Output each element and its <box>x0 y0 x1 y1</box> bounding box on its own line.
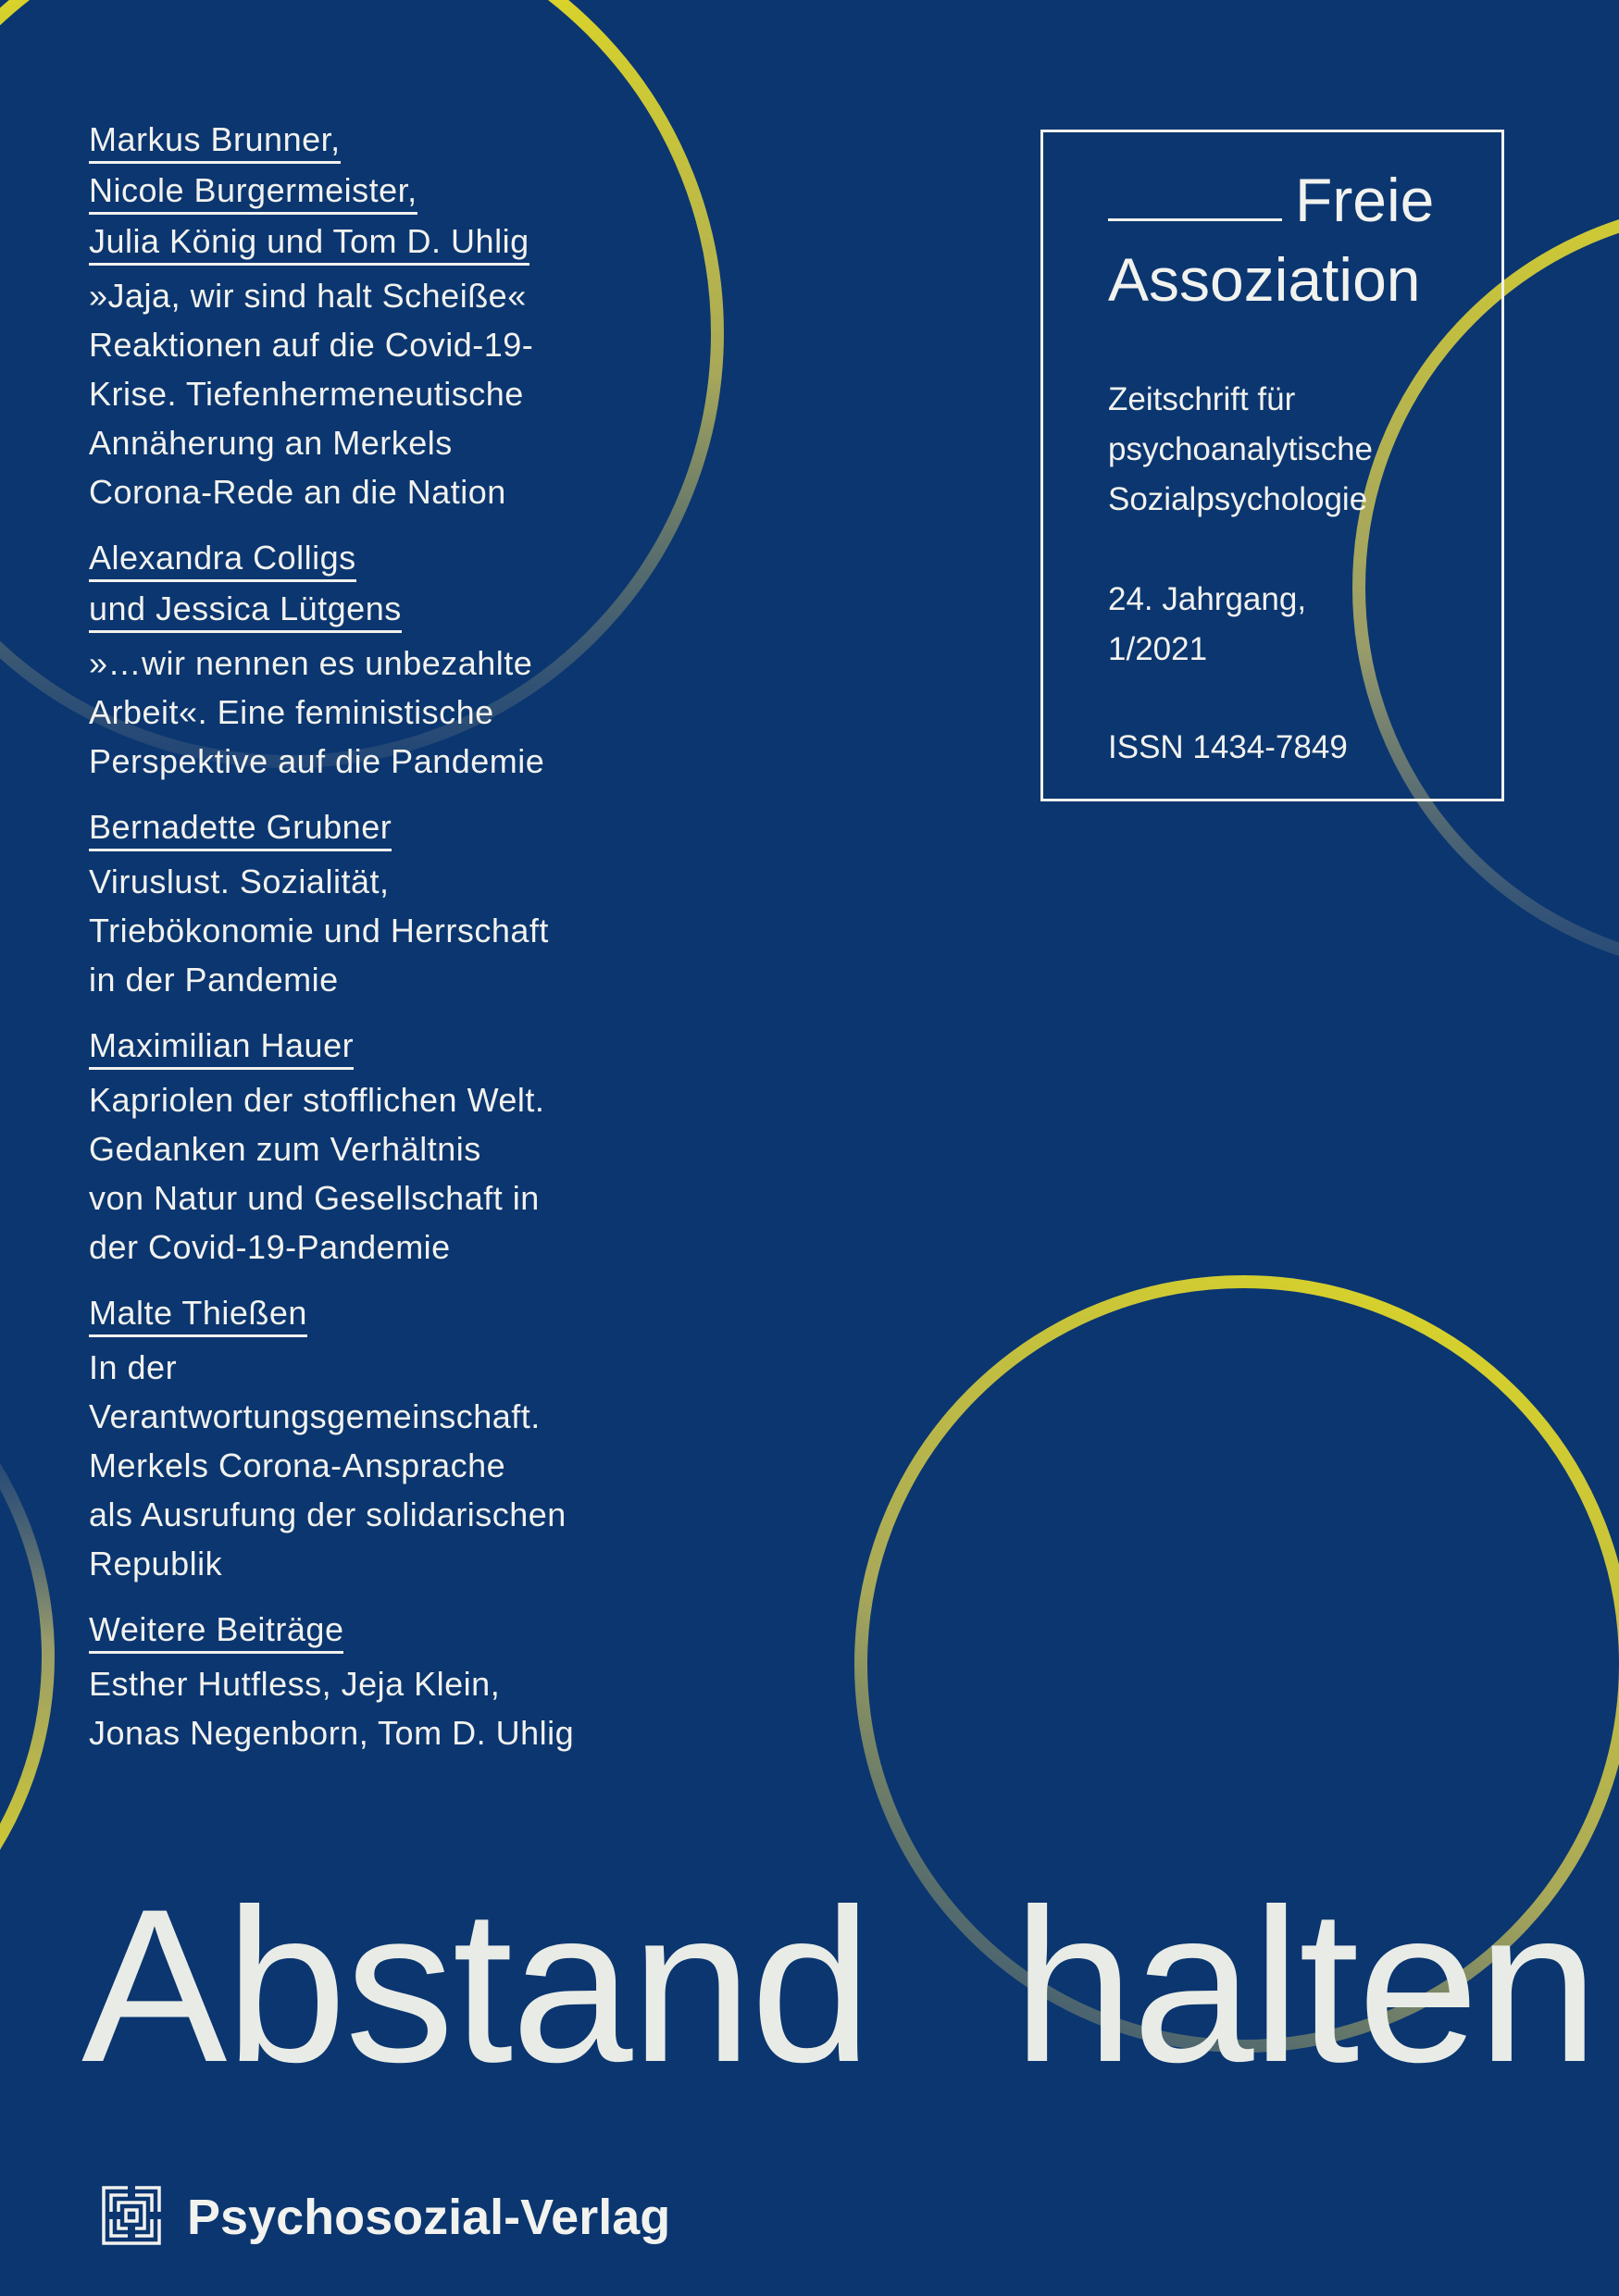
article-2 <box>89 537 663 786</box>
article-title-line: als Ausrufung der solidarischen <box>89 1496 567 1533</box>
article-title-line: Merkels Corona-Ansprache <box>89 1446 506 1484</box>
journal-title <box>1108 160 1434 319</box>
publisher-name: Psychosozial-Verlag <box>187 2190 671 2245</box>
article-author: Weitere Beiträge <box>89 1608 343 1654</box>
article-title-line: Gedanken zum Verhältnis <box>89 1130 481 1168</box>
article-6 <box>89 1608 663 1757</box>
journal-title-line1: Freie <box>1295 166 1435 234</box>
article-1 <box>89 118 663 516</box>
article-title-line: Triebökonomie und Herrschaft <box>89 912 549 949</box>
article-title-line: von Natur und Gesellschaft in <box>89 1179 540 1217</box>
article-author: und Jessica Lütgens <box>89 588 402 633</box>
article-title-line: Annäherung an Merkels <box>89 424 453 462</box>
journal-title-line2: Assoziation <box>1108 245 1421 314</box>
table-of-contents <box>89 118 663 1778</box>
article-3 <box>89 806 663 1004</box>
volume-line: 1/2021 <box>1108 631 1208 667</box>
article-title-line: Perspektive auf die Pandemie <box>89 742 545 780</box>
article-title-line: Esther Hutfless, Jeja Klein, <box>89 1665 501 1703</box>
article-title-line: »Jaja, wir sind halt Scheiße« <box>89 277 527 315</box>
article-5 <box>89 1292 663 1588</box>
journal-subtitle <box>1108 375 1373 525</box>
article-title-line: Jonas Negenborn, Tom D. Uhlig <box>89 1714 575 1752</box>
article-4 <box>89 1024 663 1272</box>
subtitle-line: Sozialpsychologie <box>1108 481 1368 517</box>
cover-title-left: Abstand <box>81 1864 870 2108</box>
article-title-line: Krise. Tiefenhermeneutische <box>89 375 524 413</box>
article-title-line: der Covid-19-Pandemie <box>89 1228 451 1266</box>
article-title-line: Verantwortungsgemeinschaft. <box>89 1397 541 1435</box>
volume-line: 24. Jahrgang, <box>1108 581 1307 617</box>
cover-title-right: halten <box>1013 1864 1598 2108</box>
article-title-line: Arbeit«. Eine feministische <box>89 693 494 731</box>
maze-logo-icon <box>102 2186 161 2245</box>
article-title-line: In der <box>89 1348 178 1386</box>
title-rule <box>1108 218 1282 221</box>
journal-issn: ISSN 1434-7849 <box>1108 729 1348 765</box>
ring-left-edge <box>0 1294 48 2019</box>
article-author: Bernadette Grubner <box>89 806 392 851</box>
subtitle-line: psychoanalytische <box>1108 431 1373 467</box>
article-author: Malte Thießen <box>89 1292 307 1337</box>
article-author: Maximilian Hauer <box>89 1024 354 1070</box>
article-title-line: »…wir nennen es unbezahlte <box>89 644 533 682</box>
article-author: Nicole Burgermeister, <box>89 169 417 215</box>
journal-volume <box>1108 575 1306 675</box>
article-title-line: Viruslust. Sozialität, <box>89 863 390 900</box>
article-title-line: Reaktionen auf die Covid-19- <box>89 326 534 364</box>
article-author: Julia König und Tom D. Uhlig <box>89 220 529 266</box>
subtitle-line: Zeitschrift für <box>1108 381 1296 417</box>
article-title-line: Republik <box>89 1545 223 1582</box>
article-title-line: in der Pandemie <box>89 961 339 999</box>
article-title-line: Kapriolen der stofflichen Welt. <box>89 1081 545 1119</box>
article-author: Alexandra Colligs <box>89 537 356 582</box>
article-title-line: Corona-Rede an die Nation <box>89 473 506 511</box>
article-author: Markus Brunner, <box>89 118 341 164</box>
journal-masthead <box>1040 130 1504 801</box>
